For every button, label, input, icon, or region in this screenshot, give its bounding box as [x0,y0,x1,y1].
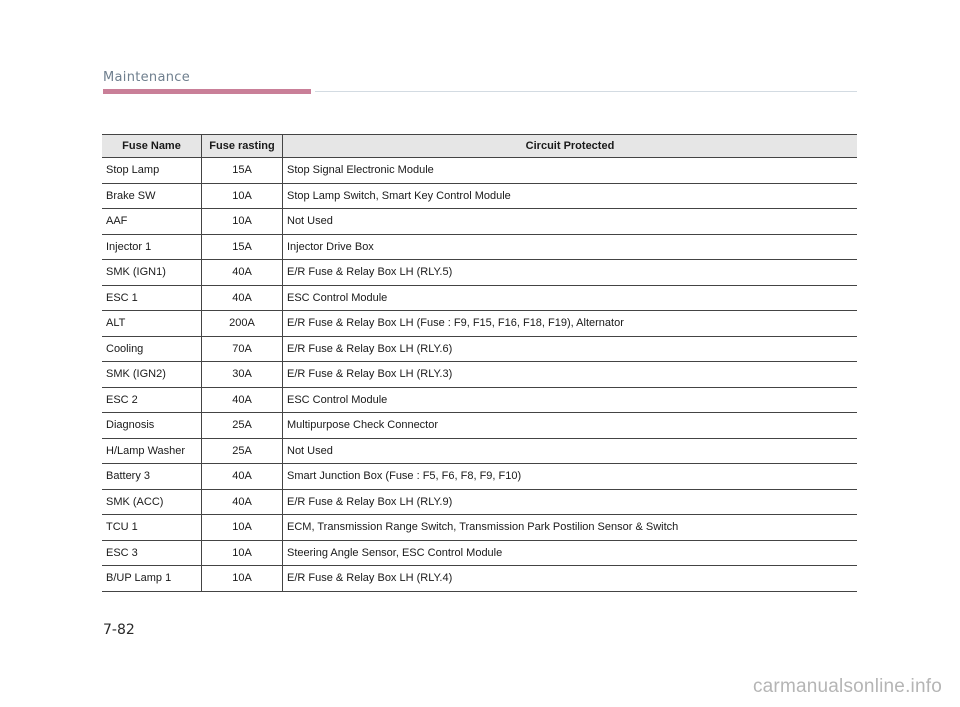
circuit-protected-cell: E/R Fuse & Relay Box LH (RLY.9) [283,489,858,515]
table-row [102,438,857,464]
table-row [102,464,857,490]
table-row [102,158,857,184]
table-row [102,311,857,337]
section-title: Maintenance [103,70,191,85]
fuse-name-cell: TCU 1 [102,515,202,541]
fuse-name-cell: Stop Lamp [102,158,202,184]
fuse-name-cell: Battery 3 [102,464,202,490]
fuse-rating-cell: 40A [202,489,283,515]
fuse-name-cell: SMK (IGN1) [102,260,202,286]
circuit-protected-cell: Stop Signal Electronic Module [283,158,858,184]
fuse-name-cell: SMK (IGN2) [102,362,202,388]
fuse-name-cell: SMK (ACC) [102,489,202,515]
circuit-protected-cell: Not Used [283,438,858,464]
page-number: 7-82 [103,622,135,638]
table-row [102,413,857,439]
table-row [102,387,857,413]
column-header-circuit-protected: Circuit Protected [283,135,858,158]
circuit-protected-cell: ESC Control Module [283,285,858,311]
table-row [102,183,857,209]
fuse-table-header [102,135,857,158]
fuse-rating-cell: 25A [202,413,283,439]
fuse-name-cell: AAF [102,209,202,235]
fuse-name-cell: Brake SW [102,183,202,209]
circuit-protected-cell: Not Used [283,209,858,235]
table-row [102,234,857,260]
column-header-fuse-rating: Fuse rasting [202,135,283,158]
table-row [102,336,857,362]
fuse-rating-cell: 40A [202,387,283,413]
circuit-protected-cell: E/R Fuse & Relay Box LH (Fuse : F9, F15, F16, F18, F19), Alternator [283,311,858,337]
circuit-protected-cell: E/R Fuse & Relay Box LH (RLY.5) [283,260,858,286]
fuse-name-cell: Injector 1 [102,234,202,260]
fuse-name-cell: ESC 1 [102,285,202,311]
fuse-name-cell: ALT [102,311,202,337]
watermark: carmanualsonline.info [752,676,942,697]
table-row [102,285,857,311]
fuse-rating-cell: 40A [202,285,283,311]
table-row [102,515,857,541]
table-row [102,209,857,235]
fuse-name-cell: Cooling [102,336,202,362]
fuse-name-cell: Diagnosis [102,413,202,439]
fuse-rating-cell: 200A [202,311,283,337]
fuse-rating-cell: 10A [202,183,283,209]
fuse-rating-cell: 10A [202,566,283,592]
fuse-rating-cell: 10A [202,209,283,235]
circuit-protected-cell: ECM, Transmission Range Switch, Transmission Park Postilion Sensor & Switch [283,515,858,541]
circuit-protected-cell: Stop Lamp Switch, Smart Key Control Module [283,183,858,209]
fuse-name-cell: ESC 3 [102,540,202,566]
table-row [102,489,857,515]
circuit-protected-cell: Steering Angle Sensor, ESC Control Module [283,540,858,566]
circuit-protected-cell: Multipurpose Check Connector [283,413,858,439]
header-accent-rule [103,89,311,94]
column-header-fuse-name: Fuse Name [102,135,202,158]
circuit-protected-cell: E/R Fuse & Relay Box LH (RLY.4) [283,566,858,592]
fuse-rating-cell: 10A [202,540,283,566]
fuse-table-body [102,158,857,592]
fuse-table [102,134,857,592]
fuse-name-cell: H/Lamp Washer [102,438,202,464]
circuit-protected-cell: Injector Drive Box [283,234,858,260]
fuse-name-cell: B/UP Lamp 1 [102,566,202,592]
fuse-rating-cell: 30A [202,362,283,388]
fuse-rating-cell: 40A [202,260,283,286]
circuit-protected-cell: ESC Control Module [283,387,858,413]
fuse-rating-cell: 70A [202,336,283,362]
table-row [102,566,857,592]
table-row [102,540,857,566]
table-row [102,362,857,388]
fuse-rating-cell: 25A [202,438,283,464]
header-divider-rule [315,91,857,92]
circuit-protected-cell: E/R Fuse & Relay Box LH (RLY.3) [283,362,858,388]
circuit-protected-cell: Smart Junction Box (Fuse : F5, F6, F8, F9, F10) [283,464,858,490]
fuse-rating-cell: 15A [202,158,283,184]
fuse-rating-cell: 40A [202,464,283,490]
circuit-protected-cell: E/R Fuse & Relay Box LH (RLY.6) [283,336,858,362]
fuse-rating-cell: 10A [202,515,283,541]
fuse-name-cell: ESC 2 [102,387,202,413]
fuse-rating-cell: 15A [202,234,283,260]
header-row [102,135,857,158]
table-row [102,260,857,286]
